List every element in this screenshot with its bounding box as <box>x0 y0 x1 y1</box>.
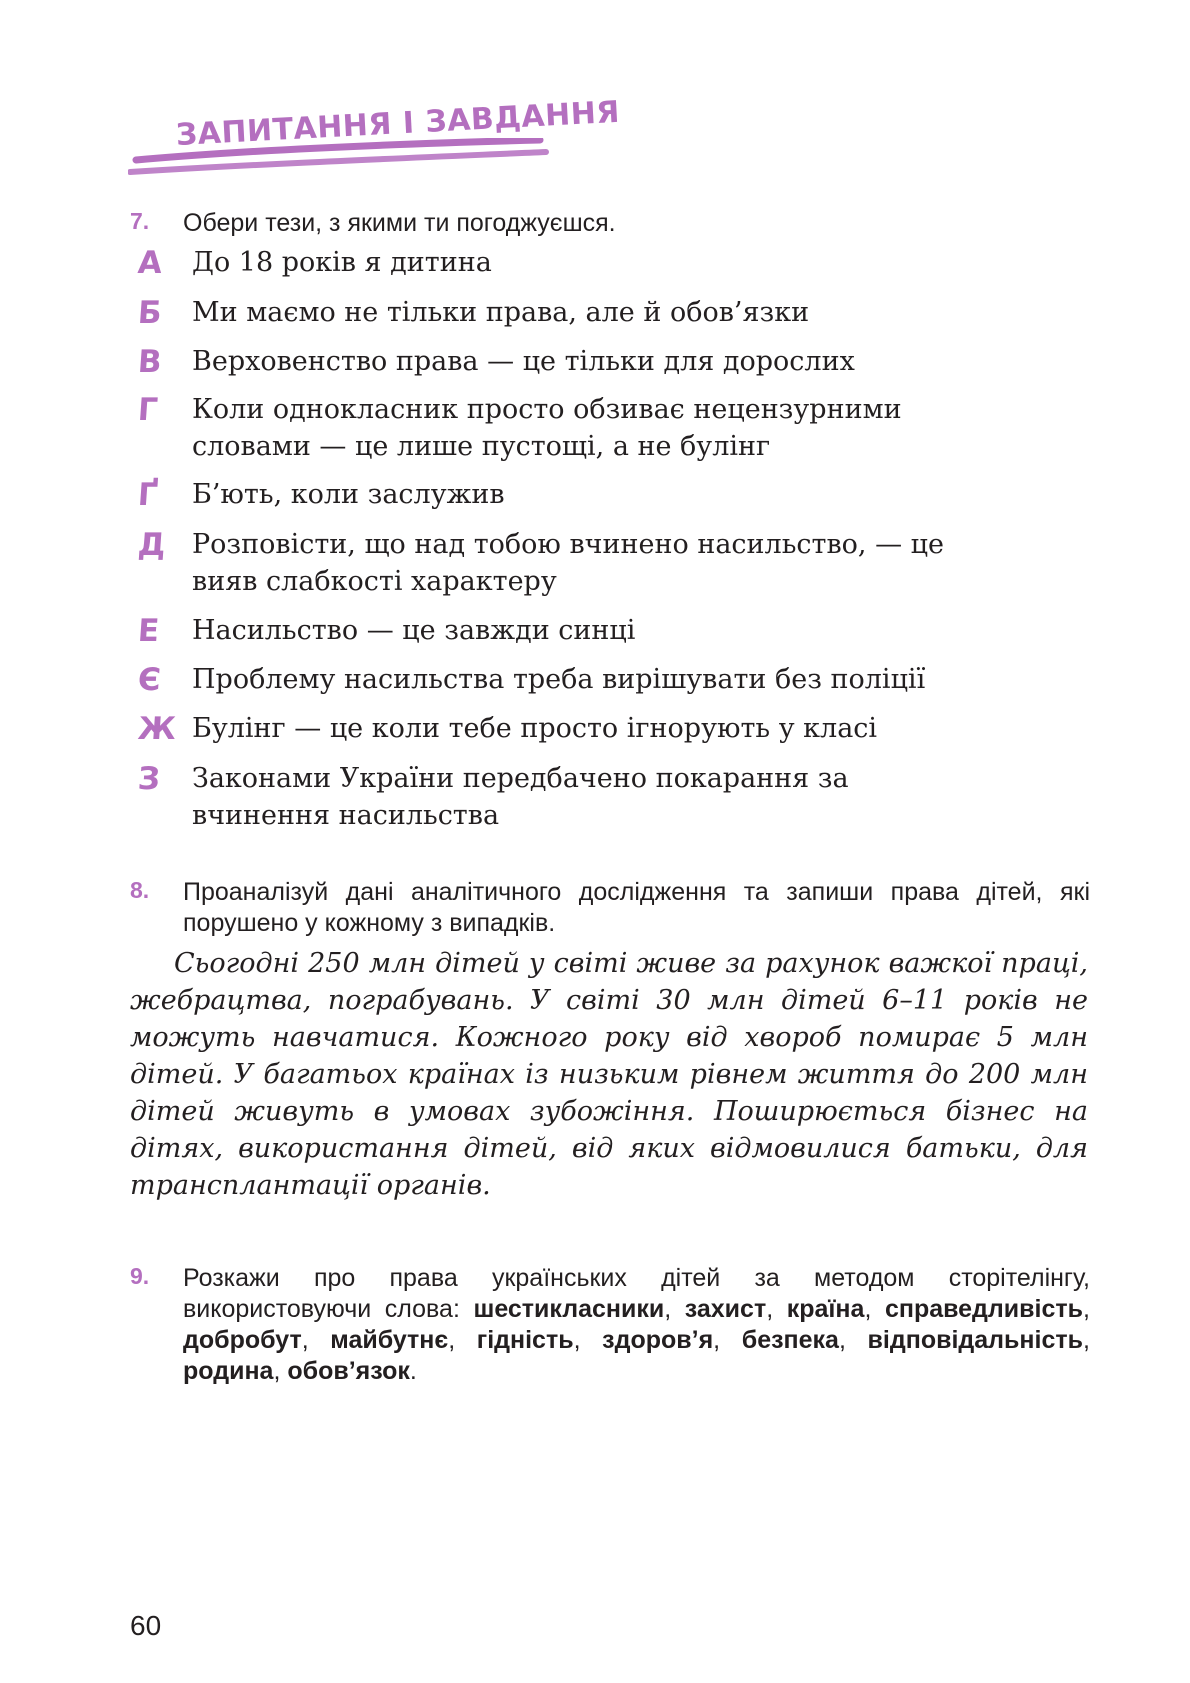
option-z[interactable] <box>138 760 1038 834</box>
task-9-intro: Розкажи про права українських дітей за методом сторітелінгу, використовуючи слова: <box>183 1264 1090 1323</box>
option-text: Верховенство права — це тільки для дорослих <box>192 346 855 377</box>
page-number: 60 <box>130 1610 162 1641</box>
analytical-passage: Сьогодні 250 млн дітей у світі живе за рахунок важкої праці, жебрацтва, пограбувань. У світі 30 млн дітей 6–11 років не можуть навчатися. Кожного року від хвороб помирає 5 млн дітей. У багатьох країнах із низьким рівнем життя до 200 млн дітей живуть в умовах зубожіння. Поширюється бізнес на дітях, використання дітей, від яких відмовилися батьки, для трансплантації органів. <box>130 948 1088 1201</box>
keyword: здоров’я <box>602 1326 714 1354</box>
option-d[interactable] <box>138 526 1038 600</box>
task-9 <box>130 1263 1090 1387</box>
keyword: країна <box>786 1295 865 1323</box>
task-7-text: Обери тези, з якими ти погоджуєшся. <box>183 209 616 237</box>
task-7 <box>130 208 1090 239</box>
option-text: Б’ють, коли заслужив <box>192 479 505 510</box>
task-9-number: 9. <box>130 1263 150 1289</box>
option-text: Законами України передбачено покарання за вчинення насильства <box>192 763 849 831</box>
section-title: ЗАПИТАННЯ І ЗАВДАННЯ <box>175 94 621 153</box>
option-letter: Є <box>136 662 163 698</box>
task-9-text: Розкажи про права українських дітей за методом сторітелінгу, використовуючи слова: шестикласники, захист, країна, справедливість, добробут, майбутнє, гідність, здоров’я, безпека, відповідальність, родина, обов’язок. <box>183 1264 1090 1385</box>
option-letter: В <box>136 344 163 380</box>
task-7-options <box>138 244 1038 834</box>
keyword: добробут <box>183 1326 302 1354</box>
heading-underline <box>128 138 598 178</box>
task-9-end: . <box>409 1357 417 1385</box>
option-letter: Ґ <box>136 477 160 513</box>
option-zh[interactable] <box>138 710 1038 748</box>
keyword: майбутнє <box>330 1326 449 1354</box>
keyword: справедливість <box>884 1295 1084 1323</box>
option-e[interactable] <box>138 612 1038 650</box>
keyword: гідність <box>476 1326 574 1354</box>
keyword: захист <box>684 1295 767 1323</box>
option-a[interactable] <box>138 244 1038 282</box>
option-text: Насильство — це завжди синці <box>192 615 636 646</box>
task-8-number: 8. <box>130 877 150 903</box>
keyword: відповідальність <box>867 1326 1083 1354</box>
task-8-text: Проаналізуй дані аналітичного дослідження та запиши права дітей, які порушено у кожному з випадків. <box>183 878 1090 937</box>
keyword: обов’язок <box>287 1357 410 1385</box>
keyword: безпека <box>741 1326 839 1354</box>
option-v[interactable] <box>138 343 1038 381</box>
keyword: шестикласники <box>473 1295 665 1323</box>
task-7-number: 7. <box>130 208 150 234</box>
option-letter: Е <box>136 613 161 649</box>
option-letter: Д <box>136 527 167 563</box>
option-b[interactable] <box>138 294 1038 332</box>
option-text: Проблему насильства треба вирішувати без поліції <box>192 664 926 695</box>
option-text: До 18 років я дитина <box>192 247 492 278</box>
task-8 <box>130 877 1090 939</box>
option-letter: Г <box>136 392 160 428</box>
option-text: Булінг — це коли тебе просто ігнорують у класі <box>192 713 878 744</box>
option-letter: Б <box>136 295 163 331</box>
option-ye[interactable] <box>138 661 1038 699</box>
option-h[interactable] <box>138 391 1038 465</box>
option-letter: Ж <box>136 711 178 747</box>
option-g[interactable] <box>138 476 1038 514</box>
option-letter: А <box>136 245 164 281</box>
option-letter: З <box>136 761 162 797</box>
keyword: родина <box>183 1357 274 1385</box>
option-text: Ми маємо не тільки права, але й обов’язки <box>192 297 810 328</box>
option-text: Коли однокласник просто обзиває нецензурними словами — це лише пустощі, а не булінг <box>192 394 902 462</box>
section-heading <box>128 94 621 198</box>
option-text: Розповісти, що над тобою вчинено насильство, — це вияв слабкості характеру <box>192 529 945 597</box>
